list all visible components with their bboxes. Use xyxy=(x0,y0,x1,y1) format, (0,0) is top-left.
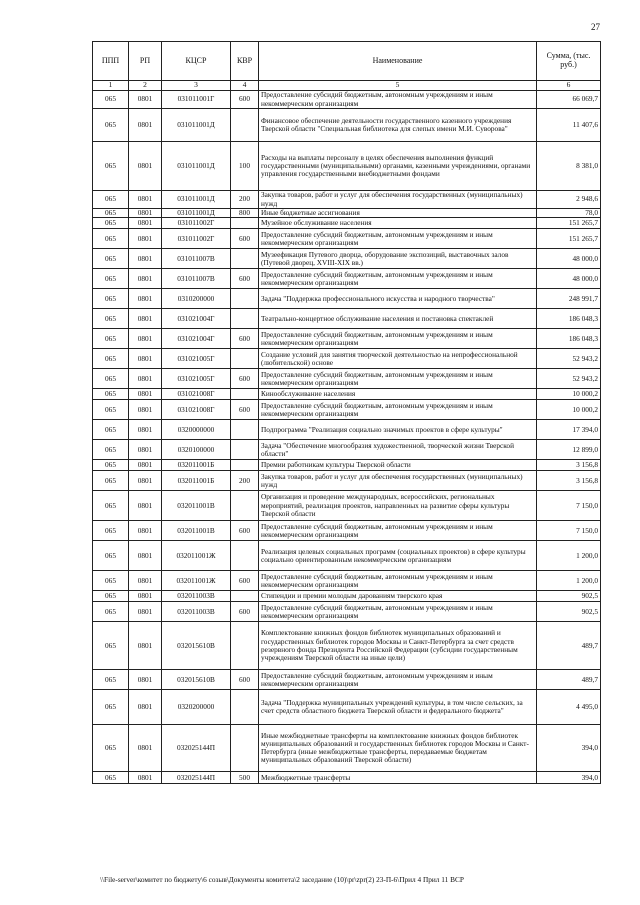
table-row xyxy=(93,191,601,209)
cell-ppp: 065 xyxy=(93,460,129,471)
cell-rp: 0801 xyxy=(129,491,162,521)
cell-kvr: 500 xyxy=(231,772,259,784)
cell-ppp: 065 xyxy=(93,400,129,420)
cell-rp: 0801 xyxy=(129,690,162,725)
header-rp: РП xyxy=(129,42,162,81)
cell-rp: 0801 xyxy=(129,369,162,389)
cell-sum: 186 048,3 xyxy=(537,329,601,349)
cell-rp: 0801 xyxy=(129,460,162,471)
cell-kvr: 600 xyxy=(231,329,259,349)
cell-sum: 3 156,8 xyxy=(537,471,601,491)
cell-kcsr: 031011001Д xyxy=(162,209,231,218)
cell-kcsr: 032011001Ж xyxy=(162,571,231,591)
table-row xyxy=(93,591,601,602)
cell-rp: 0801 xyxy=(129,229,162,249)
table-row xyxy=(93,420,601,440)
cell-kvr xyxy=(231,289,259,309)
cell-kvr xyxy=(231,109,259,142)
cell-kvr: 200 xyxy=(231,191,259,209)
table-row xyxy=(93,521,601,541)
cell-ppp: 065 xyxy=(93,389,129,400)
cell-name: Организация и проведение международных, всероссийских, региональных мероприятий, реализация проектов, направленных на развитие сферы культуры Тверской области xyxy=(259,491,537,521)
cell-kvr: 600 xyxy=(231,602,259,622)
cell-rp: 0801 xyxy=(129,400,162,420)
column-number-row xyxy=(93,81,601,91)
cell-kcsr: 032011001В xyxy=(162,521,231,541)
cell-rp: 0801 xyxy=(129,541,162,571)
cell-kcsr: 032011001В xyxy=(162,491,231,521)
cell-sum: 2 948,6 xyxy=(537,191,601,209)
header-ppp: ППП xyxy=(93,42,129,81)
cell-kvr: 600 xyxy=(231,229,259,249)
cell-rp: 0801 xyxy=(129,249,162,269)
table-row xyxy=(93,772,601,784)
cell-name: Театрально-концертное обслуживание населения и постановка спектаклей xyxy=(259,309,537,329)
cell-name: Предоставление субсидий бюджетным, автономным учреждениям и иным некоммерческим организациям xyxy=(259,229,537,249)
cell-name: Расходы на выплаты персоналу в целях обеспечения выполнения функций государственными (муниципальными) органами, казенными учреждениями, органами управления государственными внебюджетными фондами xyxy=(259,142,537,191)
table-row xyxy=(93,269,601,289)
cell-sum: 1 200,0 xyxy=(537,541,601,571)
cell-ppp: 065 xyxy=(93,349,129,369)
table-row xyxy=(93,349,601,369)
cell-rp: 0801 xyxy=(129,670,162,690)
cell-ppp: 065 xyxy=(93,622,129,670)
header-kvr: КВР xyxy=(231,42,259,81)
cell-kcsr: 031011007В xyxy=(162,249,231,269)
cell-name: Предоставление субсидий бюджетным, автономным учреждениям и иным некоммерческим организациям xyxy=(259,91,537,109)
table-row xyxy=(93,249,601,269)
cell-kvr xyxy=(231,249,259,269)
cell-sum: 52 943,2 xyxy=(537,369,601,389)
table-row xyxy=(93,460,601,471)
cell-sum: 8 381,0 xyxy=(537,142,601,191)
cell-kvr xyxy=(231,491,259,521)
cell-rp: 0801 xyxy=(129,420,162,440)
cell-ppp: 065 xyxy=(93,329,129,349)
cell-ppp: 065 xyxy=(93,772,129,784)
cell-sum: 7 150,0 xyxy=(537,521,601,541)
cell-name: Создание условий для занятия творческой деятельностью на непрофессиональной (любительской) основе xyxy=(259,349,537,369)
table-row xyxy=(93,389,601,400)
cell-kcsr: 032011003В xyxy=(162,602,231,622)
column-number: 2 xyxy=(129,81,162,91)
cell-kcsr: 031011001Д xyxy=(162,109,231,142)
cell-kvr xyxy=(231,591,259,602)
cell-kcsr: 0320000000 xyxy=(162,420,231,440)
cell-kvr: 600 xyxy=(231,400,259,420)
table-body xyxy=(93,91,601,784)
cell-kvr xyxy=(231,349,259,369)
header-sum: Сумма, (тыс. руб.) xyxy=(537,42,601,81)
cell-ppp: 065 xyxy=(93,209,129,218)
cell-ppp: 065 xyxy=(93,191,129,209)
cell-ppp: 065 xyxy=(93,269,129,289)
table-row xyxy=(93,369,601,389)
cell-name: Задача "Поддержка муниципальных учреждений культуры, в том числе сельских, за счет средств областного бюджета Тверской области и федерального бюджета" xyxy=(259,690,537,725)
table-row xyxy=(93,541,601,571)
cell-name: Финансовое обеспечение деятельности государственного казенного учреждения Тверской области "Специальная библиотека для слепых имени М.И. Суворова" xyxy=(259,109,537,142)
cell-sum: 48 000,0 xyxy=(537,249,601,269)
cell-rp: 0801 xyxy=(129,521,162,541)
cell-rp: 0801 xyxy=(129,329,162,349)
cell-ppp: 065 xyxy=(93,218,129,229)
cell-kcsr: 031021004Г xyxy=(162,329,231,349)
cell-ppp: 065 xyxy=(93,725,129,772)
cell-name: Комплектование книжных фондов библиотек муниципальных образований и государственных библиотек городов Москвы и Санкт-Петербурга за счет средств резервного фонда Президента Российской Федерации (субсидии государственным учреждениям Тверской области на иные цели) xyxy=(259,622,537,670)
cell-sum: 1 200,0 xyxy=(537,571,601,591)
cell-name: Предоставление субсидий бюджетным, автономным учреждениям и иным некоммерческим организациям xyxy=(259,571,537,591)
table-header-row xyxy=(93,42,601,81)
cell-kvr xyxy=(231,725,259,772)
cell-rp: 0801 xyxy=(129,142,162,191)
cell-ppp: 065 xyxy=(93,571,129,591)
cell-kcsr: 032025144П xyxy=(162,725,231,772)
cell-kcsr: 031011001Г xyxy=(162,91,231,109)
cell-name: Премии работникам культуры Тверской области xyxy=(259,460,537,471)
cell-name: Предоставление субсидий бюджетным, автономным учреждениям и иным некоммерческим организациям xyxy=(259,521,537,541)
cell-rp: 0801 xyxy=(129,191,162,209)
table-row xyxy=(93,218,601,229)
cell-rp: 0801 xyxy=(129,440,162,460)
cell-sum: 11 407,6 xyxy=(537,109,601,142)
cell-sum: 151 265,7 xyxy=(537,229,601,249)
table-row xyxy=(93,109,601,142)
cell-name: Предоставление субсидий бюджетным, автономным учреждениям и иным некоммерческим организациям xyxy=(259,369,537,389)
column-number: 3 xyxy=(162,81,231,91)
cell-name: Музеефикация Путевого дворца, оборудование экспозиций, выставочных залов (Путевой дворец, XVIII-XIX вв.) xyxy=(259,249,537,269)
cell-ppp: 065 xyxy=(93,91,129,109)
cell-rp: 0801 xyxy=(129,309,162,329)
header-kcsr: КЦСР xyxy=(162,42,231,81)
cell-sum: 78,0 xyxy=(537,209,601,218)
cell-ppp: 065 xyxy=(93,229,129,249)
cell-name: Предоставление субсидий бюджетным, автономным учреждениям и иным некоммерческим организациям xyxy=(259,400,537,420)
cell-sum: 17 394,0 xyxy=(537,420,601,440)
cell-rp: 0801 xyxy=(129,471,162,491)
cell-sum: 10 000,2 xyxy=(537,400,601,420)
cell-rp: 0801 xyxy=(129,591,162,602)
cell-kcsr: 032025144П xyxy=(162,772,231,784)
cell-ppp: 065 xyxy=(93,109,129,142)
cell-rp: 0801 xyxy=(129,209,162,218)
cell-ppp: 065 xyxy=(93,440,129,460)
cell-ppp: 065 xyxy=(93,690,129,725)
cell-sum: 10 000,2 xyxy=(537,389,601,400)
cell-ppp: 065 xyxy=(93,521,129,541)
cell-sum: 4 495,0 xyxy=(537,690,601,725)
cell-kcsr: 031011001Д xyxy=(162,191,231,209)
cell-rp: 0801 xyxy=(129,622,162,670)
cell-name: Иные межбюджетные трансферты на комплектование книжных фондов библиотек муниципальных образований и государственных библиотек городов Москвы и Санкт-Петербурга (иные межбюджетные трансферты, передаваемые бюджетам муниципальных образований Тверской области) xyxy=(259,725,537,772)
cell-name: Предоставление субсидий бюджетным, автономным учреждениям и иным некоммерческим организациям xyxy=(259,269,537,289)
cell-kvr xyxy=(231,690,259,725)
cell-sum: 394,0 xyxy=(537,772,601,784)
cell-kcsr: 031021004Г xyxy=(162,309,231,329)
cell-name: Предоставление субсидий бюджетным, автономным учреждениям и иным некоммерческим организациям xyxy=(259,602,537,622)
cell-rp: 0801 xyxy=(129,269,162,289)
cell-kcsr: 032015610В xyxy=(162,670,231,690)
cell-kvr xyxy=(231,622,259,670)
cell-kcsr: 031011007В xyxy=(162,269,231,289)
cell-kcsr: 0320100000 xyxy=(162,440,231,460)
cell-sum: 902,5 xyxy=(537,591,601,602)
cell-kcsr: 0310200000 xyxy=(162,289,231,309)
cell-ppp: 065 xyxy=(93,369,129,389)
cell-ppp: 065 xyxy=(93,591,129,602)
cell-ppp: 065 xyxy=(93,471,129,491)
cell-ppp: 065 xyxy=(93,420,129,440)
cell-rp: 0801 xyxy=(129,289,162,309)
cell-sum: 52 943,2 xyxy=(537,349,601,369)
cell-kcsr: 031011001Д xyxy=(162,142,231,191)
cell-kcsr: 0320200000 xyxy=(162,690,231,725)
cell-ppp: 065 xyxy=(93,309,129,329)
cell-ppp: 065 xyxy=(93,541,129,571)
cell-rp: 0801 xyxy=(129,602,162,622)
table-row xyxy=(93,440,601,460)
cell-name: Межбюджетные трансферты xyxy=(259,772,537,784)
cell-rp: 0801 xyxy=(129,389,162,400)
cell-sum: 248 991,7 xyxy=(537,289,601,309)
cell-kcsr: 032011001Ж xyxy=(162,541,231,571)
table-row xyxy=(93,329,601,349)
cell-kcsr: 032011003В xyxy=(162,591,231,602)
cell-kvr: 800 xyxy=(231,209,259,218)
header-name: Наименование xyxy=(259,42,537,81)
table-row xyxy=(93,690,601,725)
cell-rp: 0801 xyxy=(129,772,162,784)
cell-kcsr: 031021008Г xyxy=(162,400,231,420)
table-row xyxy=(93,229,601,249)
cell-ppp: 065 xyxy=(93,670,129,690)
cell-name: Задача "Обеспечение многообразия художественной, творческой жизни Тверской области" xyxy=(259,440,537,460)
cell-rp: 0801 xyxy=(129,349,162,369)
cell-ppp: 065 xyxy=(93,491,129,521)
cell-kcsr: 031021005Г xyxy=(162,369,231,389)
cell-kcsr: 031011002Г xyxy=(162,229,231,249)
cell-name: Иные бюджетные ассигнования xyxy=(259,209,537,218)
cell-kvr: 200 xyxy=(231,471,259,491)
cell-kvr xyxy=(231,460,259,471)
cell-kvr: 600 xyxy=(231,269,259,289)
cell-sum: 7 150,0 xyxy=(537,491,601,521)
column-number: 6 xyxy=(537,81,601,91)
table-row xyxy=(93,209,601,218)
table-row xyxy=(93,670,601,690)
page-number: 27 xyxy=(591,22,600,32)
cell-sum: 489,7 xyxy=(537,622,601,670)
cell-kvr xyxy=(231,309,259,329)
cell-rp: 0801 xyxy=(129,109,162,142)
cell-kvr: 600 xyxy=(231,91,259,109)
cell-sum: 3 156,8 xyxy=(537,460,601,471)
table-row xyxy=(93,289,601,309)
cell-name: Музейное обслуживание населения xyxy=(259,218,537,229)
cell-rp: 0801 xyxy=(129,725,162,772)
cell-rp: 0801 xyxy=(129,571,162,591)
cell-sum: 12 899,0 xyxy=(537,440,601,460)
cell-kcsr: 031021008Г xyxy=(162,389,231,400)
cell-kvr xyxy=(231,218,259,229)
cell-name: Кинообслуживание населения xyxy=(259,389,537,400)
cell-kcsr: 032015610В xyxy=(162,622,231,670)
cell-kvr: 600 xyxy=(231,521,259,541)
table-row xyxy=(93,471,601,491)
cell-kvr xyxy=(231,420,259,440)
cell-ppp: 065 xyxy=(93,249,129,269)
column-number: 4 xyxy=(231,81,259,91)
budget-table-container xyxy=(92,41,600,784)
cell-kcsr: 032011001Б xyxy=(162,460,231,471)
cell-name: Закупка товаров, работ и услуг для обеспечения государственных (муниципальных) нужд xyxy=(259,191,537,209)
cell-name: Задача "Поддержка профессионального искусства и народного творчества" xyxy=(259,289,537,309)
column-number: 5 xyxy=(259,81,537,91)
table-row xyxy=(93,142,601,191)
table-row xyxy=(93,602,601,622)
cell-sum: 394,0 xyxy=(537,725,601,772)
cell-ppp: 065 xyxy=(93,602,129,622)
cell-name: Закупка товаров, работ и услуг для обеспечения государственных (муниципальных) нужд xyxy=(259,471,537,491)
cell-kcsr: 031021005Г xyxy=(162,349,231,369)
cell-kcsr: 032011001Б xyxy=(162,471,231,491)
cell-name: Предоставление субсидий бюджетным, автономным учреждениям и иным некоммерческим организациям xyxy=(259,329,537,349)
table-row xyxy=(93,622,601,670)
cell-sum: 186 048,3 xyxy=(537,309,601,329)
cell-name: Стипендии и премии молодым дарованиям тверского края xyxy=(259,591,537,602)
cell-kvr: 600 xyxy=(231,369,259,389)
cell-kvr xyxy=(231,389,259,400)
cell-sum: 48 000,0 xyxy=(537,269,601,289)
cell-rp: 0801 xyxy=(129,91,162,109)
table-row xyxy=(93,571,601,591)
cell-name: Реализация целевых социальных программ (социальных проектов) в сфере культуры социально ориентированным некоммерческим организациям xyxy=(259,541,537,571)
cell-name: Подпрограмма "Реализация социально значимых проектов в сфере культуры" xyxy=(259,420,537,440)
cell-rp: 0801 xyxy=(129,218,162,229)
cell-name: Предоставление субсидий бюджетным, автономным учреждениям и иным некоммерческим организациям xyxy=(259,670,537,690)
cell-kvr: 100 xyxy=(231,142,259,191)
cell-sum: 66 069,7 xyxy=(537,91,601,109)
table-row xyxy=(93,400,601,420)
table-row xyxy=(93,725,601,772)
cell-sum: 151 265,7 xyxy=(537,218,601,229)
cell-sum: 902,5 xyxy=(537,602,601,622)
table-row xyxy=(93,491,601,521)
file-path-footer: \\File-server\комитет по бюджету\6 созыв\Документы комитета\2 заседание (10)\pr\zpr(2) 23-П-6\Прил 4 Прил 11 ВСР xyxy=(100,875,464,884)
column-number: 1 xyxy=(93,81,129,91)
cell-kcsr: 031011002Г xyxy=(162,218,231,229)
cell-kvr xyxy=(231,541,259,571)
cell-sum: 489,7 xyxy=(537,670,601,690)
table-row xyxy=(93,309,601,329)
table-row xyxy=(93,91,601,109)
cell-ppp: 065 xyxy=(93,142,129,191)
cell-ppp: 065 xyxy=(93,289,129,309)
cell-kvr: 600 xyxy=(231,571,259,591)
cell-kvr: 600 xyxy=(231,670,259,690)
budget-table xyxy=(92,41,601,784)
cell-kvr xyxy=(231,440,259,460)
